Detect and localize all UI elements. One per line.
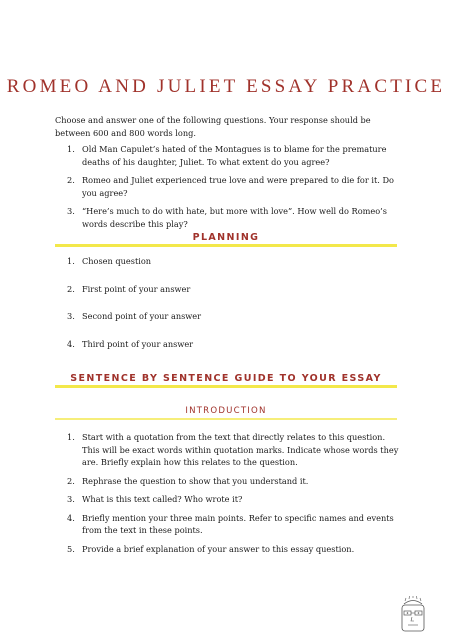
list-item bbox=[55, 205, 400, 230]
list-item bbox=[55, 512, 400, 537]
page-title: ROMEO AND JULIET ESSAY PRACTICE bbox=[6, 76, 446, 97]
face-doodle-icon bbox=[396, 596, 430, 636]
list-number: 3. bbox=[67, 206, 75, 216]
planning-heading: PLANNING bbox=[192, 232, 260, 243]
list-number: 2. bbox=[67, 475, 75, 486]
question-text: “Here’s much to do with hate, but more with love”. How well do Romeo’s words describe this play? bbox=[82, 206, 387, 229]
question-list bbox=[55, 143, 400, 236]
guide-item-text: Briefly mention your three main points. Refer to specific names and events from the text in these points. bbox=[82, 512, 394, 535]
list-item bbox=[55, 143, 400, 168]
intro-paragraph: Choose and answer one of the following questions. Your response should be between 600 and 800 words long. bbox=[55, 115, 371, 138]
planning-divider bbox=[55, 244, 397, 247]
guide-item-text: What is this text called? Who wrote it? bbox=[82, 494, 243, 504]
guide-item-text: Provide a brief explanation of your answer to this essay question. bbox=[82, 543, 355, 554]
guide-divider bbox=[55, 385, 397, 388]
planning-item-text: Third point of your answer bbox=[82, 338, 194, 349]
guide-list bbox=[55, 431, 400, 561]
planning-list bbox=[55, 255, 400, 365]
list-item bbox=[55, 283, 400, 296]
guide-heading: SENTENCE BY SENTENCE GUIDE TO YOUR ESSAY bbox=[70, 373, 382, 384]
list-number: 1. bbox=[67, 256, 75, 266]
list-item bbox=[55, 493, 400, 506]
list-number: 4. bbox=[67, 338, 75, 349]
guide-item-text: Start with a quotation from the text that directly relates to this question. This will be exact words within quotation marks. Indicate whose words they are. Briefly explain how this relates to the question. bbox=[82, 432, 399, 467]
list-number: 2. bbox=[67, 175, 75, 185]
list-number: 1. bbox=[67, 144, 75, 154]
planning-item-text: Chosen question bbox=[82, 256, 152, 266]
list-item bbox=[55, 174, 400, 199]
list-number: 1. bbox=[67, 432, 75, 442]
list-number: 3. bbox=[67, 311, 75, 321]
introduction-divider bbox=[55, 418, 397, 420]
list-number: 3. bbox=[67, 494, 75, 504]
list-number: 2. bbox=[67, 283, 75, 294]
list-number: 4. bbox=[67, 512, 75, 523]
list-item bbox=[55, 431, 400, 469]
planning-item-text: Second point of your answer bbox=[82, 311, 202, 321]
planning-item-text: First point of your answer bbox=[82, 283, 191, 294]
question-text: Old Man Capulet’s hated of the Montagues is to blame for the premature deaths of his daughter, Juliet. To what extent do you agree? bbox=[82, 144, 387, 167]
question-text: Romeo and Juliet experienced true love and were prepared to die for it. Do you agree? bbox=[82, 175, 394, 198]
list-item bbox=[55, 310, 400, 323]
list-item bbox=[55, 475, 400, 488]
introduction-subheading: INTRODUCTION bbox=[185, 406, 267, 416]
list-item bbox=[55, 543, 400, 556]
list-number: 5. bbox=[67, 543, 75, 554]
guide-item-text: Rephrase the question to show that you understand it. bbox=[82, 475, 309, 486]
list-item bbox=[55, 255, 400, 268]
list-item bbox=[55, 338, 400, 351]
